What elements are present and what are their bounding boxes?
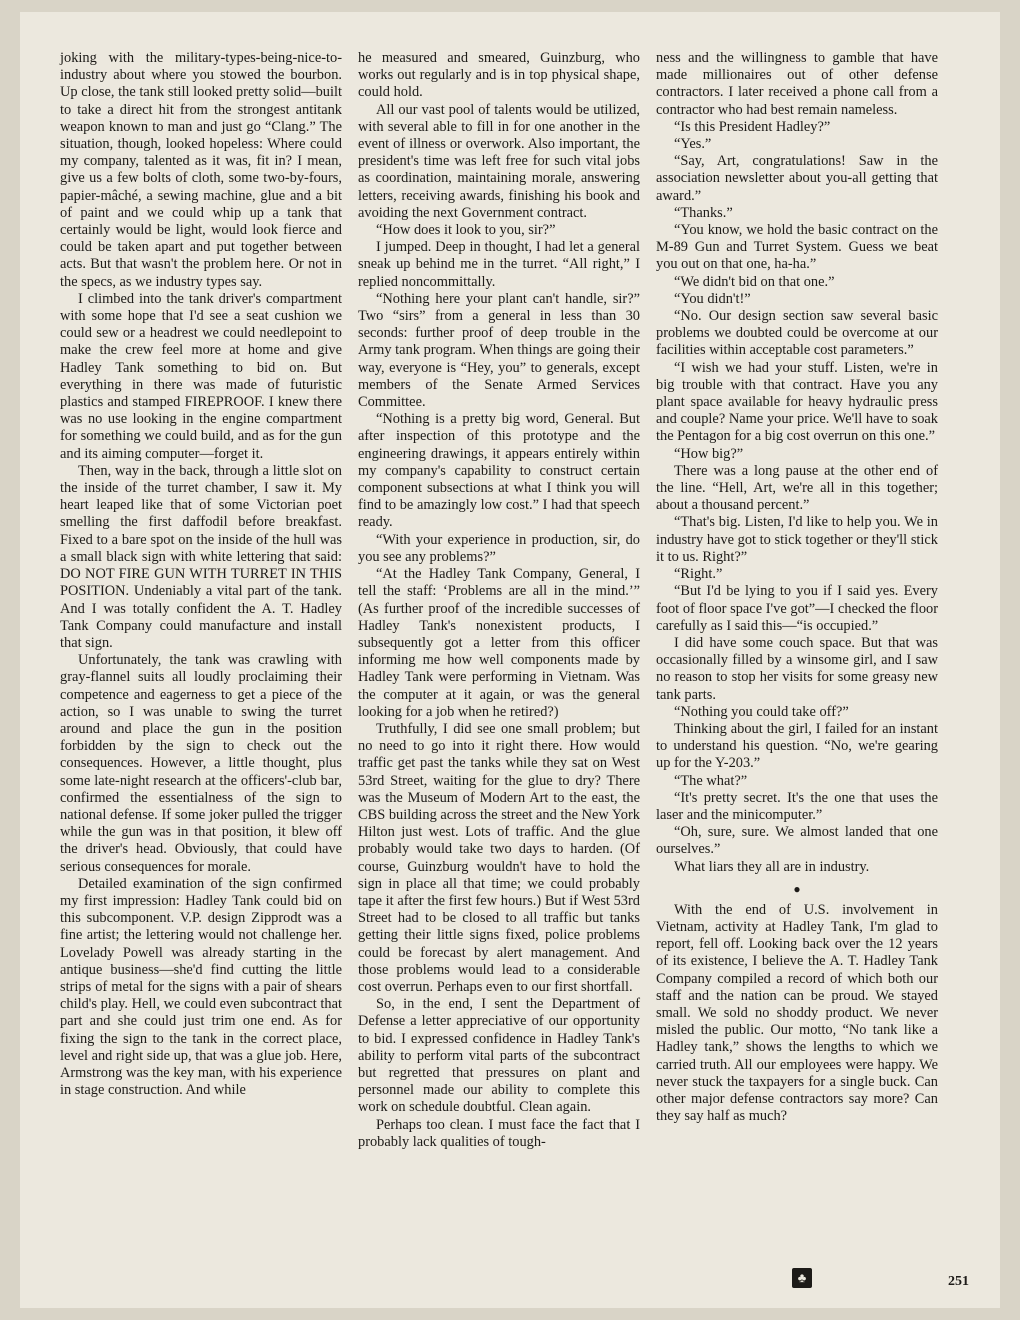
paragraph: “That's big. Listen, I'd like to help you. We in industry have got to stick together or they'll stick it to us. Right?” xyxy=(656,514,938,565)
text-column-1 xyxy=(60,50,342,1099)
paragraph: Unfortunately, the tank was crawling with gray-flannel suits all loudly proclaiming their competence and eagerness to get a piece of the action, so I was unable to swing the turret around and place the gun in the position forbidden by the sign to check out the consequences. However, a little thought, plus some late-night research at the officers'-club bar, confirmed the essentialness of the sign to national defense. If some joker pulled the trigger while the gun was in that position, it blew off the driver's head. Obviously, that could have serious consequences for morale. xyxy=(60,652,342,875)
paragraph: “It's pretty secret. It's the one that uses the laser and the minicomputer.” xyxy=(656,789,938,823)
paragraph: Then, way in the back, through a little slot on the inside of the turret chamber, I saw it. My heart leaped like that of some Victorian poet smelling the first daffodil before breakfast. Fixed to a bare spot on the inside of the hull was a small black sign with white lettering that said: DO NOT FIRE GUN WITH TURRET IN THIS POSITION. Undeniably a vital part of the tank. And I was totally confident the A. T. Hadley Tank Company could manufacture and install that sign. xyxy=(60,462,342,651)
paragraph: I jumped. Deep in thought, I had let a general sneak up behind me in the turret. “All right,” I replied noncommittally. xyxy=(358,239,640,290)
paragraph: “I wish we had your stuff. Listen, we're in big trouble with that contract. Have you any plant space available for heavy hydraulic press and couple? Name your price. We'll have to soak the Pentagon for a big cost overrun on this one.” xyxy=(656,359,938,445)
paragraph: What liars they all are in industry. xyxy=(674,858,870,875)
paragraph: “How does it look to you, sir?” xyxy=(376,222,556,239)
paragraph: “At the Hadley Tank Company, General, I tell the staff: ‘Problems are all in the mind.’” (As further proof of the incredible successes of Hadley Tank's nonexistent products, I subsequently got a letter from this officer informing me how well components made by Hadley Tank were performing in Vietnam. Was the computer at it again, or was the general looking for a job when he retired?) xyxy=(358,566,640,720)
paragraph: “Right.” xyxy=(674,566,723,583)
paragraph: All our vast pool of talents would be utilized, with several able to fill in for one another in the event of illness or overwork. Also important, the president's time was left free for such vital jobs as coordination, maintaining morale, answering letters, receiving awards, finishing his book and avoiding the next Government contract. xyxy=(358,101,640,221)
paragraph: “Nothing you could take off?” xyxy=(674,703,849,720)
paragraph: Thinking about the girl, I failed for an instant to understand his question. “No, we're gearing up for the Y-203.” xyxy=(656,720,938,772)
paragraph: “Say, Art, congratulations! Saw in the association newsletter about you-all getting that award.” xyxy=(656,153,938,204)
paragraph: “But I'd be lying to you if I said yes. Every foot of floor space I've got”—I checked the floor carefully as I said this—“is occupied.” xyxy=(656,583,938,634)
section-separator-dot: ● xyxy=(793,881,801,896)
paragraph: Detailed examination of the sign confirmed my first impression: Hadley Tank could bid on this subcomponent. V.P. design Zipprodt was a fine artist; the lettering would not challenge her. Lovelady Powell was already starting in the antique business—she'd find cutting the little strips of metal for the signs with a pair of shears child's play. Hell, we could even subcontract that part and she could just trim one end. As for fixing the sign to the tank in the correct place, level and right side up, that was a glue job. Here, Armstrong was the key man, with his experience in stage construction. And while xyxy=(60,875,342,1099)
paragraph: There was a long pause at the other end of the line. “Hell, Art, we're all in this together; about a thousand percent.” xyxy=(656,462,938,514)
paragraph: “With your experience in production, sir, do you see any problems?” xyxy=(358,531,640,565)
paragraph: “How big?” xyxy=(674,445,744,462)
paragraph: With the end of U.S. involvement in Vietnam, activity at Hadley Tank, I'm glad to report, fell off. Looking back over the 12 years of its existence, I believe the A. T. Hadley Tank Company compiled a record of which both our staff and the nation can be proud. We stayed small. We sold no shoddy product. We never misled the public. Our motto, “No tank like a Hadley tank,” shows the lengths to which we carried truth. All our employees were happy. We never stuck the taxpayers for a single buck. Can other major defense contractors say more? Can they say half as much? xyxy=(656,901,938,1125)
paragraph: “Thanks.” xyxy=(674,204,733,221)
text-column-2 xyxy=(358,50,640,1151)
paragraph: I did have some couch space. But that was occasionally filled by a winsome girl, and I saw no reason to stop her visits for some greasy new tank parts. xyxy=(656,634,938,703)
paragraph: So, in the end, I sent the Department of Defense a letter appreciative of our opportunity to bid. I expressed confidence in Hadley Tank's ability to perform vital parts of the subcontract but regretted that pressures on plant and personnel made our ability to complete this work on schedule doubtful. Clean again. xyxy=(358,996,640,1116)
paragraph: “You didn't!” xyxy=(674,290,751,307)
paragraph: “Yes.” xyxy=(674,136,712,153)
paragraph: Perhaps too clean. I must face the fact that I probably lack qualities of tough- xyxy=(358,1116,640,1150)
paragraph: I climbed into the tank driver's compartment with some hope that I'd see a seat cushion we could sew or a headrest we could needlepoint to make the crew feel more at home and give Hadley Tank something to bid on. But everything in there was made of futuristic plastics and stamped FIREPROOF. I knew there was no use looking in the engine compartment for something we could build, and as for the gun and its aiming computer—forget it. xyxy=(60,290,342,462)
paragraph: “The what?” xyxy=(674,772,748,789)
paragraph: “Nothing is a pretty big word, General. But after inspection of this prototype and the engineering drawings, it appears entirely within my company's capability to construct certain component subsections at what I think you will find to be amazingly low cost.” I had that speech ready. xyxy=(358,411,640,531)
paragraph: “You know, we hold the basic contract on the M-89 Gun and Turret System. Guess we beat you out on that one, ha-ha.” xyxy=(656,222,938,273)
paragraph: Truthfully, I did see one small problem; but no need to go into it right there. How would traffic get past the tanks while they sat on West 53rd Street, waiting for the glue to dry? There was the Museum of Modern Art to the east, the CBS building across the street and the New York Hilton just west. Lots of traffic. And the glue probably would take two days to harden. (Of course, Guinzburg wouldn't have to hold the sign in place all that time; we could probably tape it after the first few hours.) But if West 53rd Street had to be closed to all traffic but tanks getting their little signs fixed, police problems could be forecast by alert management. And those problems would lead to a considerable cost overrun. Perhaps even to our first shortfall. xyxy=(358,720,640,995)
paragraph: joking with the military-types-being-nice-to-industry about where you stowed the bourbon. Up close, the tank still looked pretty solid—built to take a direct hit from the strongest antitank weapon known to man and just go “Clang.” The situation, though, looked hopeless: Where could my company, talented as it was, fit in? I mean, give us a few bolts of cloth, some two-by-fours, papier-mâché, a sewing machine, glue and a bit of paint and we could whip up a tank that certainly would be light, would look fierce and could be taken apart and put together between acts. But that wasn't the problem here. Or not in the specs, as we industry types say. xyxy=(60,50,342,290)
page-number: 251 xyxy=(948,1274,969,1289)
paragraph: he measured and smeared, Guinzburg, who works out regularly and is in top physical shape, could hold. xyxy=(358,50,640,101)
paragraph: “No. Our design section saw several basic problems we doubted could be overcome at our facilities within acceptable cost parameters.” xyxy=(656,308,938,359)
paragraph: “Is this President Hadley?” xyxy=(674,118,831,135)
paragraph: ness and the willingness to gamble that have made millionaires out of other defense contractors. I later received a phone call from a contractor who had best remain nameless. xyxy=(656,50,938,118)
magazine-page xyxy=(20,12,1000,1308)
paragraph: “We didn't bid on that one.” xyxy=(674,273,835,290)
paragraph: “Nothing here your plant can't handle, sir?” Two “sirs” from a general in less than 30 seconds: further proof of deep trouble in the Army tank program. When things are going their way, everyone is “Hey, you” to generals, except members of the Senate Armed Services Committee. xyxy=(358,290,640,411)
paragraph: “Oh, sure, sure. We almost landed that one ourselves.” xyxy=(656,824,938,858)
text-column-3 xyxy=(656,50,938,1125)
rabbit-logo-icon: ♣ xyxy=(792,1268,812,1288)
